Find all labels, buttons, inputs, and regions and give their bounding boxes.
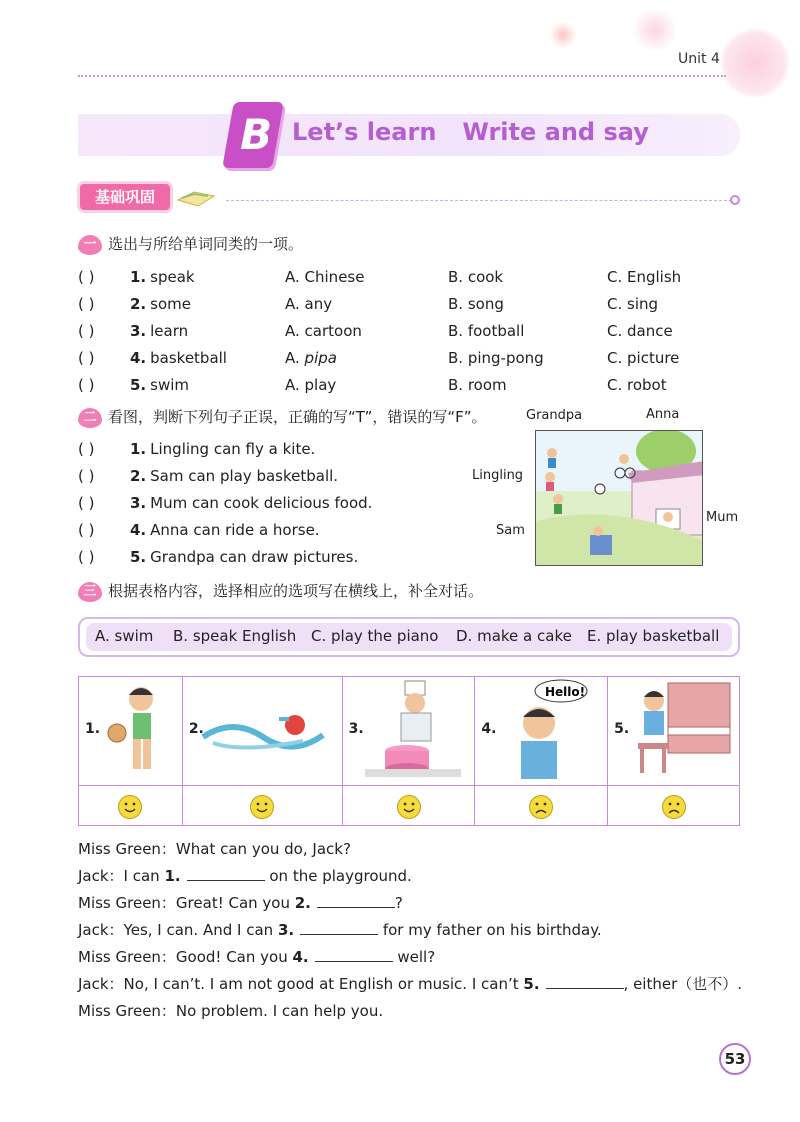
question-number: 4. <box>130 349 147 367</box>
picture-cell: 4. Hello! <box>475 677 608 786</box>
dialogue-line: Jack：Yes, I can. And I can 3. for my father on his birthday. <box>78 921 602 939</box>
picture-table <box>78 676 740 826</box>
question-number: 5. <box>130 376 147 394</box>
option-a: A. swim <box>95 627 154 645</box>
question-number: 2. <box>130 295 147 313</box>
blank-number: 1. <box>164 867 181 885</box>
smiley-face-icon <box>249 794 275 820</box>
section-number-icon: 三 <box>78 582 102 602</box>
face-cell <box>79 786 183 826</box>
q1-row <box>78 320 698 342</box>
option-b: B. speak English <box>173 627 297 645</box>
blossom-decoration <box>548 22 578 48</box>
option-d: D. make a cake <box>456 627 572 645</box>
answer-blank[interactable] <box>546 973 624 989</box>
lesson-title: Let’s learn Write and say <box>292 118 649 146</box>
q2-heading <box>78 406 487 428</box>
answer-blank[interactable]: ( ) <box>78 467 95 485</box>
label-grandpa: Grandpa <box>526 408 583 423</box>
choice-a: A. any <box>285 295 333 313</box>
smiley-face-icon <box>396 794 422 820</box>
face-cell <box>342 786 475 826</box>
label-mum: Mum <box>706 510 739 525</box>
given-word: some <box>150 295 191 313</box>
choice-a: A. play <box>285 376 337 394</box>
dialogue-line: Miss Green：No problem. I can help you. <box>78 1002 384 1020</box>
section-divider <box>226 200 732 201</box>
answer-blank[interactable]: ( ) <box>78 349 95 367</box>
statement-text: Anna can ride a horse. <box>150 521 320 539</box>
choice-c: C. dance <box>607 322 673 340</box>
choice-b: B. cook <box>448 268 504 286</box>
question-number: 2. <box>130 467 147 485</box>
answer-blank[interactable] <box>187 865 265 881</box>
answer-blank[interactable]: ( ) <box>78 376 95 394</box>
answer-blank[interactable]: ( ) <box>78 548 95 566</box>
given-word: speak <box>150 268 195 286</box>
choice-b: B. ping-pong <box>448 349 544 367</box>
q1-heading <box>78 233 303 255</box>
label-anna: Anna <box>646 407 680 422</box>
choice-c: C. sing <box>607 295 659 313</box>
option-c: C. play the piano <box>311 627 439 645</box>
blossom-decoration <box>720 28 790 98</box>
park-scene-picture <box>535 430 703 566</box>
blank-number: 5. <box>523 975 540 993</box>
blank-number: 3. <box>277 921 295 939</box>
option-e: E. play basketball <box>587 627 720 645</box>
header-divider <box>78 75 726 77</box>
blank-number: 2. <box>294 894 311 912</box>
statement-text: Sam can play basketball. <box>150 467 339 485</box>
face-cell <box>608 786 740 826</box>
q2-instruction: 看图，判断下列句子正误，正确的写“T”，错误的写“F”。 <box>108 408 487 426</box>
picture-cell: 3. <box>342 677 475 786</box>
answer-blank[interactable]: ( ) <box>78 440 95 458</box>
answer-blank[interactable]: ( ) <box>78 322 95 340</box>
answer-blank[interactable]: ( ) <box>78 295 95 313</box>
choice-c: C. English <box>607 268 682 286</box>
blank-number: 4. <box>292 948 309 966</box>
choice-c: C. robot <box>607 376 667 394</box>
q2-row <box>78 519 320 541</box>
sad-face-icon <box>528 794 554 820</box>
divider-end-dot <box>730 195 740 205</box>
answer-blank[interactable] <box>315 946 393 962</box>
q1-row <box>78 347 698 369</box>
q1-row <box>78 293 698 315</box>
question-number: 4. <box>130 521 147 539</box>
section-tag: 基础巩固 <box>80 184 170 210</box>
page-number: 53 <box>719 1043 751 1075</box>
choice-a: A. Chinese <box>285 268 365 286</box>
book-icon <box>176 186 216 208</box>
part-badge: B <box>222 102 284 168</box>
given-word: learn <box>150 322 189 340</box>
choice-b: B. room <box>448 376 507 394</box>
dialogue-line: Miss Green：Great! Can you 2. ? <box>78 894 403 912</box>
question-number: 3. <box>130 494 147 512</box>
statement-text: Mum can cook delicious food. <box>150 494 373 512</box>
dialogue-line: Miss Green：Good! Can you 4. well? <box>78 948 436 966</box>
choice-b: B. football <box>448 322 525 340</box>
q2-row <box>78 465 338 487</box>
given-word: basketball <box>150 349 227 367</box>
picture-cell: 2. <box>182 677 342 786</box>
answer-blank[interactable] <box>317 892 395 908</box>
answer-blank[interactable] <box>300 919 378 935</box>
q3-instruction: 根据表格内容，选择相应的选项写在横线上，补全对话。 <box>108 582 484 600</box>
q1-instruction: 选出与所给单词同类的一项。 <box>108 235 304 253</box>
q2-row <box>78 546 358 568</box>
question-number: 3. <box>130 322 147 340</box>
choice-a: A. pipa <box>285 349 337 367</box>
picture-cell: 1. <box>79 677 183 786</box>
face-cell <box>182 786 342 826</box>
dialogue-line: Miss Green：What can you do, Jack? <box>78 840 351 858</box>
answer-blank[interactable]: ( ) <box>78 494 95 512</box>
swimming-boy-picture <box>183 677 339 781</box>
statement-text: Grandpa can draw pictures. <box>150 548 359 566</box>
choice-c: C. picture <box>607 349 680 367</box>
answer-blank[interactable]: ( ) <box>78 268 95 286</box>
choice-b: B. song <box>448 295 504 313</box>
answer-blank[interactable]: ( ) <box>78 521 95 539</box>
question-number: 1. <box>130 268 147 286</box>
q1-row <box>78 266 698 288</box>
section-number-icon: 一 <box>78 235 102 255</box>
question-number: 5. <box>130 548 147 566</box>
q3-heading <box>78 580 483 602</box>
given-word: swim <box>150 376 190 394</box>
q1-row <box>78 374 698 396</box>
section-number-icon: 二 <box>78 408 102 428</box>
label-sam: Sam <box>496 523 525 538</box>
svg-text:Hello!: Hello! <box>545 685 586 699</box>
label-lingling: Lingling <box>472 468 524 483</box>
blossom-decoration <box>630 10 680 50</box>
face-cell <box>475 786 608 826</box>
unit-label: Unit 4 <box>678 51 720 67</box>
dialogue-line: Jack：No, I can’t. I am not good at English or music. I can’t 5. , either（也不）. <box>78 975 743 993</box>
q2-row <box>78 438 315 460</box>
choice-a: A. cartoon <box>285 322 362 340</box>
smiley-face-icon <box>117 794 143 820</box>
dialogue-line: Jack：I can 1. on the playground. <box>78 867 412 885</box>
sad-face-icon <box>661 794 687 820</box>
q2-row <box>78 492 372 514</box>
question-number: 1. <box>130 440 147 458</box>
picture-cell: 5. <box>608 677 740 786</box>
statement-text: Lingling can fly a kite. <box>150 440 316 458</box>
